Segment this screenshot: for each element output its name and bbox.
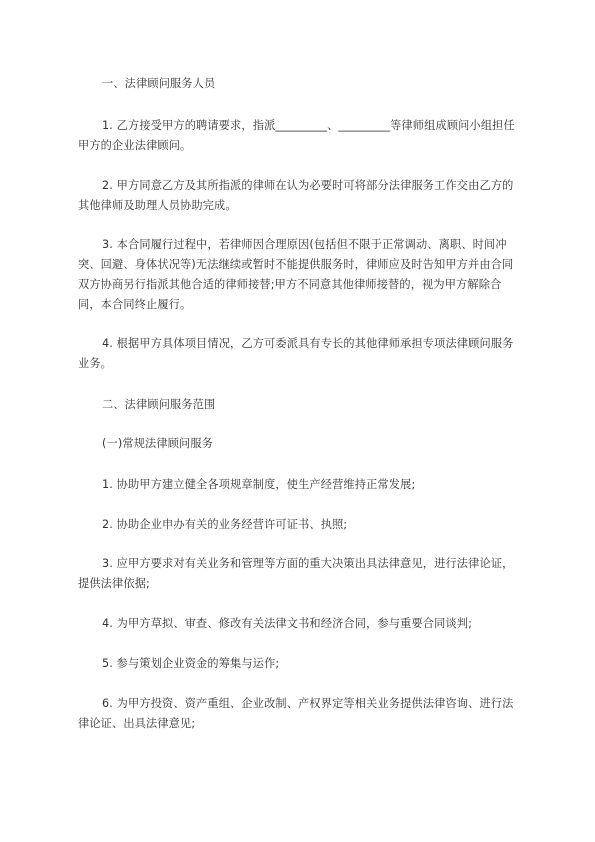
subsection-heading-regular-services: (一)常规法律顾问服务 bbox=[102, 437, 214, 450]
section-heading-service-personnel: 一、法律顾问服务人员 bbox=[102, 77, 216, 90]
clause-1-3: 3. 本合同履行过程中，若律师因合理原因(包括但不限于正常调动、离职、时间冲突、回避、身体状况等)无法继续或暂时不能提供服务时，律师应及时告知甲方并由合同双方协商另行指派其他合适的律师接替;甲方不同意其他律师接替的，视为甲方解除合同，本合同终止履行。 bbox=[78, 238, 514, 311]
clause-2-2: 2. 协助企业申办有关的业务经营许可证书、执照; bbox=[102, 518, 348, 531]
clause-2-5: 5. 参与策划企业资金的筹集与运作; bbox=[102, 657, 280, 670]
clause-2-4: 4. 为甲方草拟、审查、修改有关法律文书和经济合同，参与重要合同谈判; bbox=[102, 617, 473, 630]
clause-1-4: 4. 根据甲方具体项目情况，乙方可委派具有专长的其他律师承担专项法律顾问服务业务。 bbox=[78, 337, 514, 370]
clause-2-3: 3. 应甲方要求对有关业务和管理等方面的重大决策出具法律意见，进行法律论证，提供法律依据; bbox=[78, 557, 514, 590]
clause-2-1: 1. 协助甲方建立健全各项规章制度，使生产经营维持正常发展; bbox=[102, 478, 416, 491]
clause-1-2: 2. 甲方同意乙方及其所指派的律师在认为必要时可将部分法律服务工作交由乙方的其他律师及助理人员协助完成。 bbox=[78, 179, 514, 212]
section-heading-service-scope: 二、法律顾问服务范围 bbox=[102, 398, 216, 411]
clause-2-6: 6. 为甲方投资、资产重组、企业改制、产权界定等相关业务提供法律咨询、进行法律论证、出具法律意见; bbox=[78, 697, 514, 730]
clause-1-1: 1. 乙方接受甲方的聘请要求，指派_________、_________等律师组成顾问小组担任甲方的企业法律顾问。 bbox=[78, 119, 515, 152]
